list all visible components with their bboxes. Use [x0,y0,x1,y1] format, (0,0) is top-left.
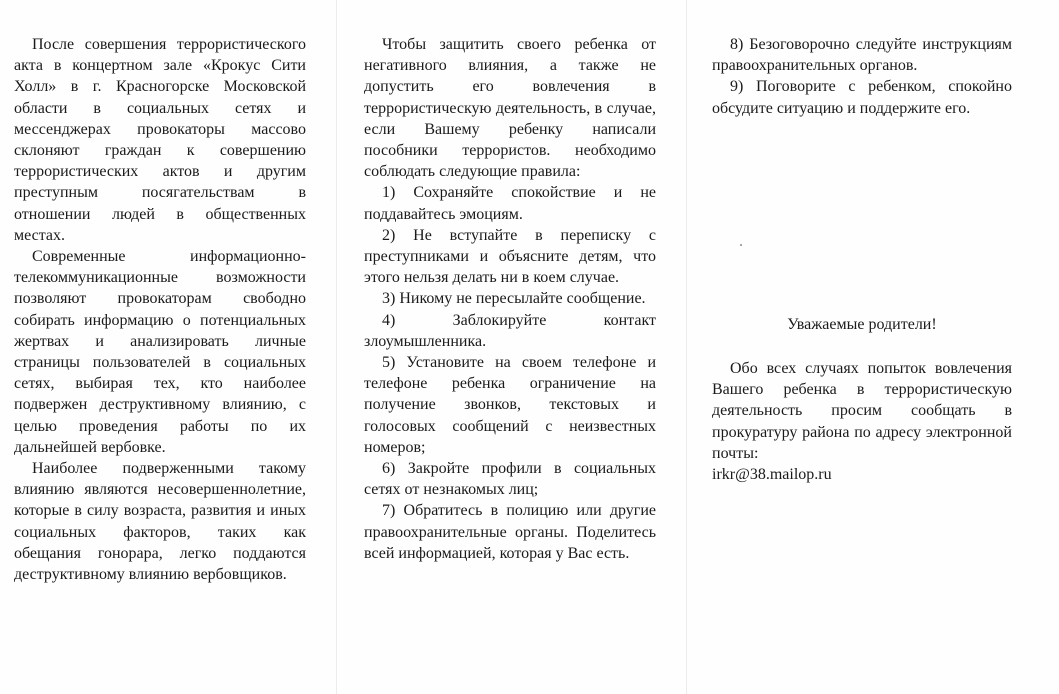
fold-line [336,0,337,694]
middle-column [364,34,656,564]
contact-block [712,358,1012,485]
paragraph: После совершения террористического акта в концертном зале «Крокус Сити Холл» в г. Красногорске Московской области в социальных сетях и мессенджерах провокаторы массово склоняют граждан к совершению террористических актов и другим преступным посягательствам в отношении людей в общественных местах. [14,36,306,244]
rule-item: 8) Безоговорочно следуйте инструкциям правоохранительных органов. [712,36,1012,75]
fold-line [686,0,687,694]
rule-item: 4) Заблокируйте контакт злоумышленника. [364,311,656,350]
scan-speck [740,244,742,246]
contact-paragraph: Обо всех случаях попыток вовлечения Вашего ребенка в террористическую деятельность просим сообщать в прокуратуру района по адресу электронной почты: [712,360,1012,462]
rule-item: 3) Никому не пересылайте сообщение. [382,290,646,308]
paragraph: Наиболее подверженными такому влиянию являются несовершеннолетние, которые в силу возраста, развития и иных социальных факторов, таких как обещания гонорара, легко поддаются деструктивному влиянию вербовщиков. [14,460,306,584]
rule-item: 9) Поговорите с ребенком, спокойно обсудите ситуацию и поддержите его. [712,78,1012,117]
rule-item: 2) Не вступайте в переписку с преступниками и объясните детям, что этого нельзя делать ни в коем случае. [364,226,656,287]
paragraph: Современные информационно-телекоммуникационные возможности позволяют провокаторам свободно собирать информацию о потенциальных жертвах и анализировать личные страницы пользователей в социальных сетях, выбирая тех, кто наиболее подвержен деструктивному влиянию, с целью проведения работы по их дальнейшей вербовке. [14,248,306,456]
rule-item: 5) Установите на своем телефоне и телефоне ребенка ограничение на получение звонков, текстовых и голосовых сообщений с неизвестных номеров; [364,354,656,456]
parents-heading: Уважаемые родители! [787,316,937,333]
left-column [14,34,306,585]
rule-item: 6) Закройте профили в социальных сетях от незнакомых лиц; [364,460,656,499]
email-address: irkr@38.mailop.ru [712,466,832,484]
rule-item: 1) Сохраняйте спокойствие и не поддавайтесь эмоциям. [364,184,656,223]
rule-item: 7) Обратитесь в полицию или другие правоохранительные органы. Поделитесь всей информацией, которая у Вас есть. [364,502,656,562]
right-column [712,34,1012,119]
intro-paragraph: Чтобы защитить своего ребенка от негативного влияния, а также не допустить его вовлечения в террористическую деятельность, в случае, если Вашему ребенку написали пособники террористов. необходимо соблюдать следующие правила: [364,36,656,181]
